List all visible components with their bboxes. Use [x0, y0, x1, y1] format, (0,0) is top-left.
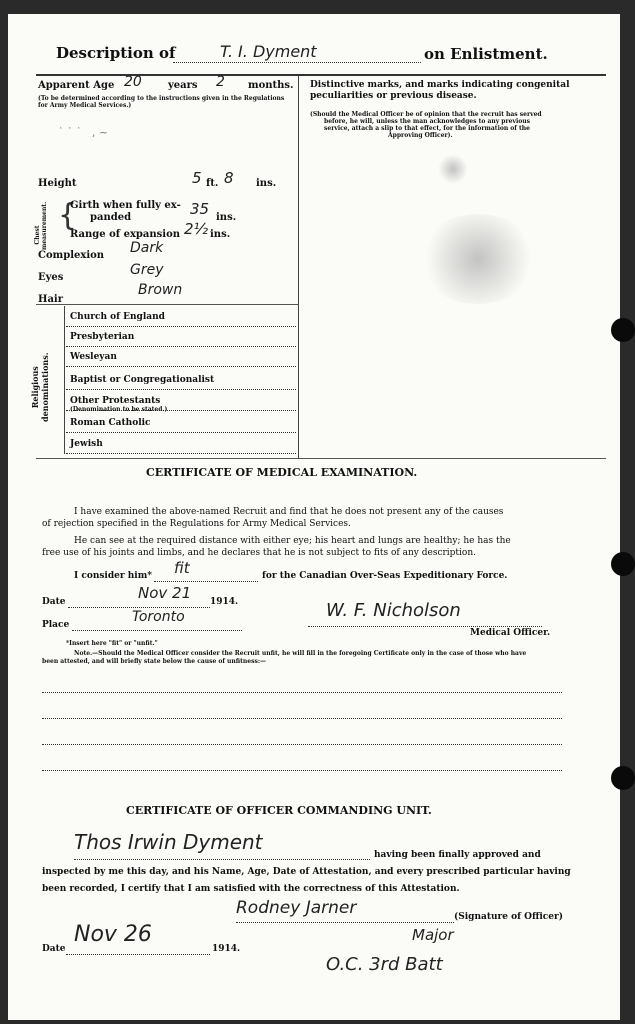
commanding-signature: Rodney Jarner — [236, 898, 357, 918]
chest-label: Chest measurement. — [34, 201, 48, 250]
stain-mark-small — [438, 154, 468, 184]
name-line — [173, 62, 421, 63]
height-label: Height — [38, 178, 77, 189]
religion-item: Baptist or Congregationalist — [70, 375, 215, 385]
hair-value: Brown — [138, 282, 183, 298]
marks-heading-1: Distinctive marks, and marks indicating congenital — [310, 80, 570, 90]
height-ft-value: 5 — [192, 169, 202, 187]
religion-row-line — [66, 432, 296, 433]
religion-side-label: Religious denominations. — [30, 352, 50, 422]
consider-label: I consider him* — [74, 571, 152, 581]
commanding-date-value: Nov 26 — [74, 922, 152, 947]
binder-hole-3 — [611, 766, 635, 790]
insert-note: *Insert here "fit" or "unfit." — [66, 640, 158, 647]
medical-heading: CERTIFICATE OF MEDICAL EXAMINATION. — [146, 466, 418, 479]
medical-para1-l1: I have examined the above-named Recruit and find that he does not present any of the causes — [74, 507, 504, 517]
age-label: Apparent Age — [38, 80, 115, 91]
religion-row-line — [66, 453, 296, 454]
stain-mark — [418, 214, 538, 304]
unfitness-line-1 — [42, 692, 562, 693]
medical-top-rule — [36, 458, 606, 459]
chest-brace: { — [58, 198, 78, 233]
signature-line — [308, 626, 542, 627]
age-years: 20 — [124, 74, 142, 90]
medical-officer-signature: W. F. Nicholson — [326, 600, 461, 621]
attestation-sheet — [8, 14, 620, 1020]
complexion-value: Dark — [130, 240, 164, 256]
commanding-heading: CERTIFICATE OF OFFICER COMMANDING UNIT. — [126, 804, 432, 817]
religion-row-line — [66, 366, 296, 367]
commanding-signature-line — [236, 922, 454, 923]
girth-value: 35 — [190, 200, 210, 218]
girth-label-2: panded — [90, 212, 132, 223]
name-handwritten: T. I. Dyment — [220, 42, 317, 61]
age-months: 2 — [216, 74, 225, 90]
unfit-note-l2: been attested, and will briefly state below the cause of unfitness:— — [42, 658, 267, 665]
commanding-sig-label: (Signature of Officer) — [454, 912, 564, 922]
commanding-name-line — [74, 859, 370, 860]
religion-row-line — [66, 326, 296, 327]
height-ins-value: 8 — [224, 169, 234, 187]
unfitness-line-4 — [42, 770, 562, 771]
medical-para1-l2: of rejection specified in the Regulations for Army Medical Services. — [42, 519, 351, 529]
girth-ins: ins. — [216, 212, 237, 223]
commanding-date-line — [66, 954, 210, 955]
commanding-text-3: been recorded, I certify that I am satisfied with the correctness of this Attestation. — [42, 884, 460, 894]
top-rule — [36, 74, 606, 76]
medical-para2-l2: free use of his joints and limbs, and he declares that he is not subject to fits of any description. — [42, 548, 476, 558]
commanding-year: 1914. — [212, 944, 241, 954]
age-note: (To be determined according to the instructions given in the Regulations for Army Medical Services.) — [38, 95, 285, 109]
commanding-rank-1: Major — [412, 926, 454, 944]
marks-note-4: Approving Officer). — [388, 132, 453, 139]
religion-item: Wesleyan — [70, 352, 117, 362]
binder-hole-2 — [611, 552, 635, 576]
consider-tail: for the Canadian Over-Seas Expeditionary Force. — [262, 571, 508, 581]
marks-note-2: before, he will, unless the man acknowledges to any previous — [324, 118, 530, 125]
ins-label: ins. — [256, 178, 277, 189]
unfitness-line-2 — [42, 718, 562, 719]
commanding-rank-2: O.C. 3rd Batt — [326, 954, 443, 975]
hair-label: Hair — [38, 294, 63, 305]
commanding-name-written: Thos Irwin Dyment — [74, 830, 263, 854]
religion-row-line — [66, 389, 296, 390]
eyes-value: Grey — [130, 262, 164, 278]
consider-line — [154, 581, 258, 582]
unfit-note-l1: Note.—Should the Medical Officer consider the Recruit unfit, he will fill in the foregoing Certificate only in the case of those who have — [74, 650, 527, 657]
medical-officer-label: Medical Officer. — [470, 628, 551, 638]
commanding-text-2: inspected by me this day, and his Name, Age, Date of Attestation, and every prescribed particular having — [42, 867, 571, 877]
religion-top-rule — [36, 304, 298, 305]
years-label: years — [168, 80, 198, 91]
med-date-label: Date — [42, 597, 66, 607]
title-left: Description of — [56, 44, 176, 62]
girth-label: Girth when fully ex- — [70, 200, 181, 211]
religion-row-line — [66, 346, 296, 347]
stray-marks: ˙ ˙ ˙ , ~ — [58, 126, 109, 139]
complexion-label: Complexion — [38, 250, 105, 261]
binder-hole-1 — [611, 318, 635, 342]
marks-heading-2: peculiarities or previous disease. — [310, 91, 477, 101]
title-right: on Enlistment. — [424, 45, 548, 63]
med-date-value: Nov 21 — [138, 584, 192, 602]
ft-label: ft. — [206, 178, 219, 189]
religion-item: Other Protestants — [70, 396, 161, 406]
eyes-label: Eyes — [38, 272, 64, 283]
place-value: Toronto — [132, 609, 185, 625]
range-value: 2½ — [184, 220, 209, 238]
other-denomination-note: (Denomination to be stated.) — [70, 406, 168, 413]
range-label: Range of expansion — [70, 229, 181, 240]
religion-item: Presbyterian — [70, 332, 135, 342]
med-date-line — [68, 607, 210, 608]
unfitness-line-3 — [42, 744, 562, 745]
consider-value: fit — [174, 559, 190, 577]
commanding-text-1-tail: having been finally approved and — [374, 850, 541, 860]
religion-item: Jewish — [70, 439, 103, 449]
place-line — [72, 630, 242, 631]
place-label: Place — [42, 620, 70, 630]
religion-item: Church of England — [70, 312, 165, 322]
range-ins: ins. — [210, 229, 231, 240]
months-label: months. — [248, 80, 294, 91]
religion-brace-line — [64, 306, 65, 454]
med-year: 1914. — [210, 597, 239, 607]
column-divider — [298, 76, 299, 458]
commanding-date-label: Date — [42, 944, 66, 954]
medical-para2-l1: He can see at the required distance with either eye; his heart and lungs are healthy; he has the — [74, 536, 511, 546]
marks-note-1: (Should the Medical Officer be of opinion that the recruit has served — [310, 111, 542, 118]
religion-item: Roman Catholic — [70, 418, 151, 428]
marks-note-3: service, attach a slip to that effect, for the information of the — [324, 125, 530, 132]
